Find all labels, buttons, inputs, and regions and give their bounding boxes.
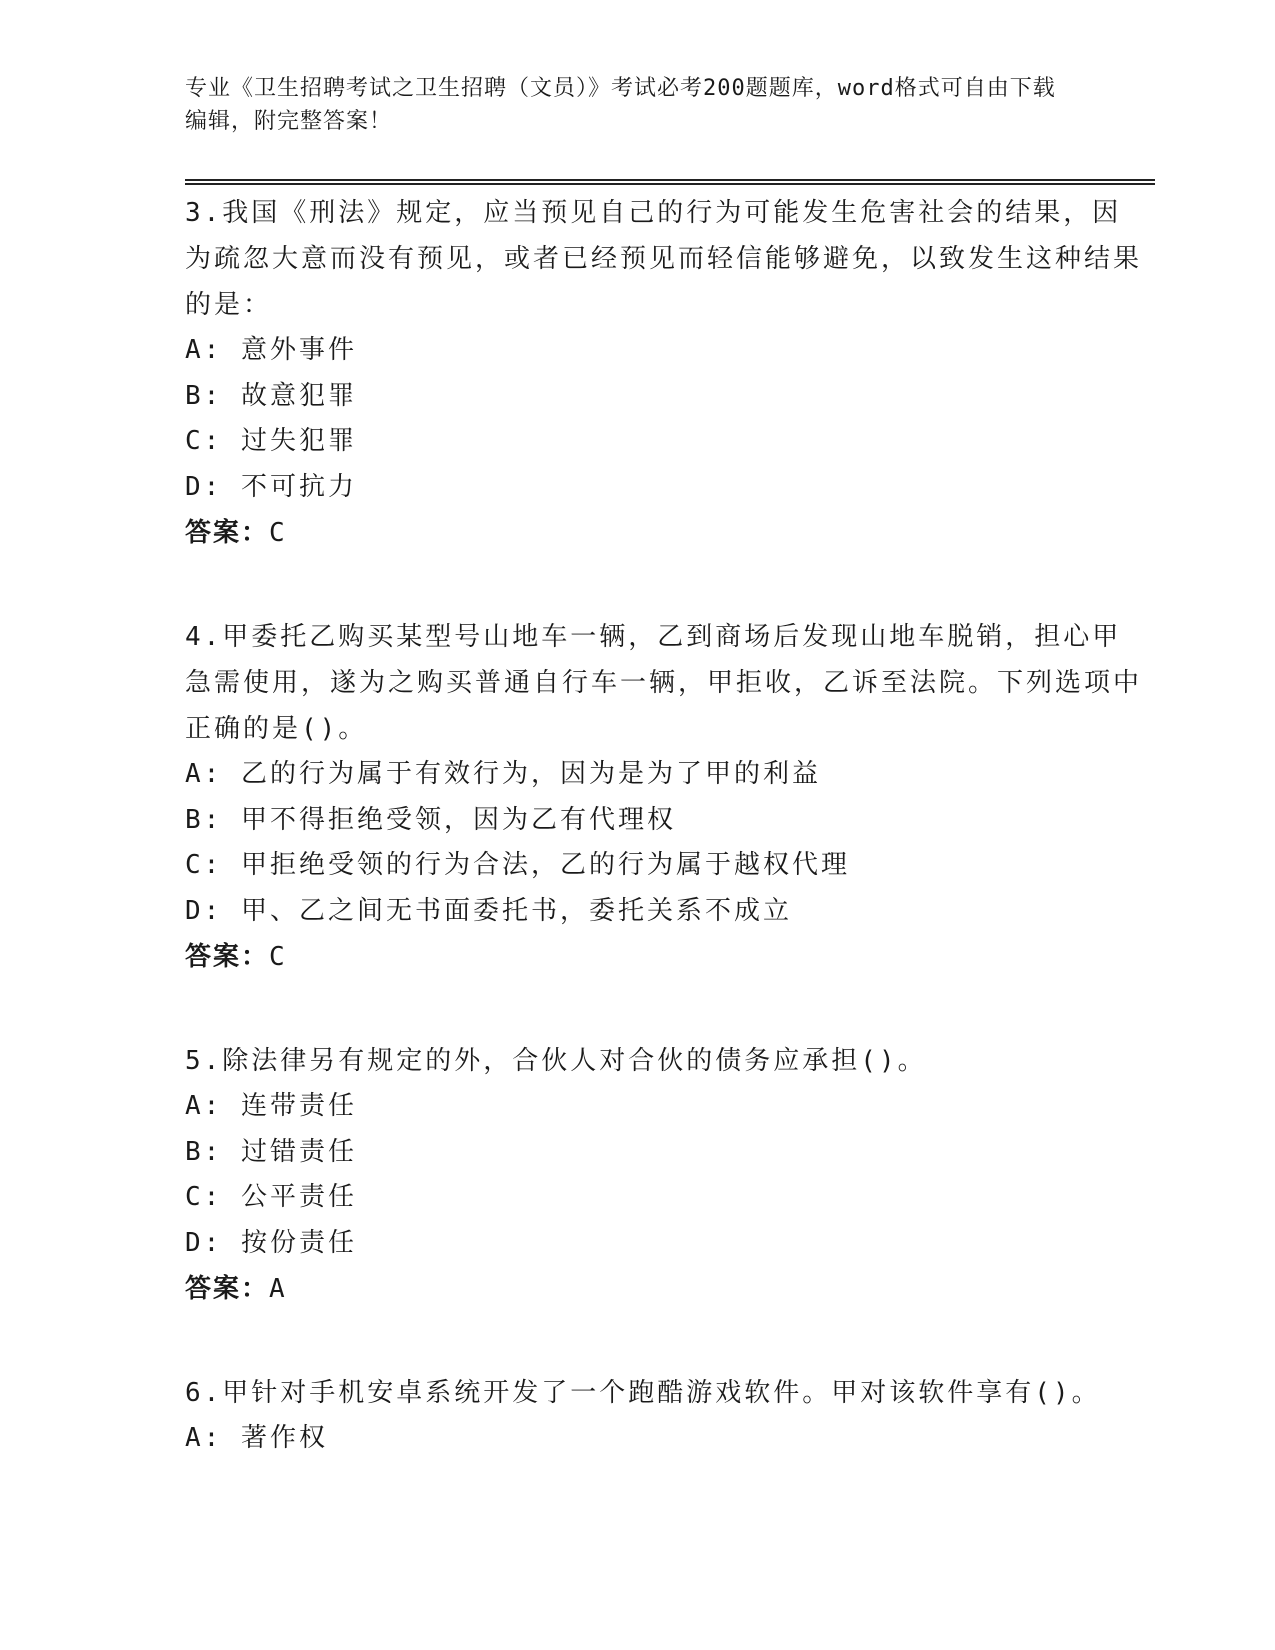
question-stem: 4.甲委托乙购买某型号山地车一辆，乙到商场后发现山地车脱销，担心甲急需使用，遂为之购买普通自行车一辆，甲拒收，乙诉至法院。下列选项中正确的是()。: [185, 622, 1143, 744]
option-a: A: 乙的行为属于有效行为，因为是为了甲的利益: [185, 759, 821, 789]
option-c: C: 甲拒绝受领的行为合法，乙的行为属于越权代理: [185, 850, 850, 880]
answer-value: A: [269, 1274, 287, 1304]
option-a: A: 意外事件: [185, 335, 357, 365]
answer-line: [185, 1266, 1145, 1312]
question-item: [185, 1038, 1145, 1312]
option-a: A: 连带责任: [185, 1091, 357, 1121]
option-a: A: 著作权: [185, 1423, 328, 1453]
header-rule-bottom: [185, 183, 1155, 185]
header-rule-top: [185, 179, 1155, 181]
option-d: D: 按份责任: [185, 1227, 357, 1258]
question-stem: 5.除法律另有规定的外，合伙人对合伙的债务应承担()。: [185, 1046, 927, 1076]
answer-value: C: [269, 518, 287, 548]
option-b: B: 甲不得拒绝受领，因为乙有代理权: [185, 804, 676, 835]
option-b: B: 故意犯罪: [185, 380, 357, 411]
answer-label: 答案：: [185, 942, 270, 972]
question-stem: 3.我国《刑法》规定，应当预见自己的行为可能发生危害社会的结果，因为疏忽大意而没有预见，或者已经预见而轻信能够避免，以致发生这种结果的是：: [185, 198, 1143, 320]
answer-line: [185, 934, 1145, 980]
question-item: [185, 1370, 1145, 1462]
option-c: C: 过失犯罪: [185, 426, 357, 456]
option-b: B: 过错责任: [185, 1136, 357, 1167]
option-d: D: 甲、乙之间无书面委托书，委托关系不成立: [185, 895, 792, 926]
option-d: D: 不可抗力: [185, 471, 357, 502]
question-list: [185, 190, 1145, 1520]
question-item: [185, 190, 1145, 556]
document-header: 专业《卫生招聘考试之卫生招聘（文员）》考试必考200题题库，word格式可自由下载编辑，附完整答案！: [185, 76, 1056, 134]
answer-line: [185, 510, 1145, 556]
question-item: [185, 614, 1145, 980]
option-c: C: 公平责任: [185, 1182, 357, 1212]
answer-label: 答案：: [185, 518, 270, 548]
question-stem: 6.甲针对手机安卓系统开发了一个跑酷游戏软件。甲对该软件享有()。: [185, 1378, 1101, 1408]
answer-value: C: [269, 942, 287, 972]
answer-label: 答案：: [185, 1274, 270, 1304]
